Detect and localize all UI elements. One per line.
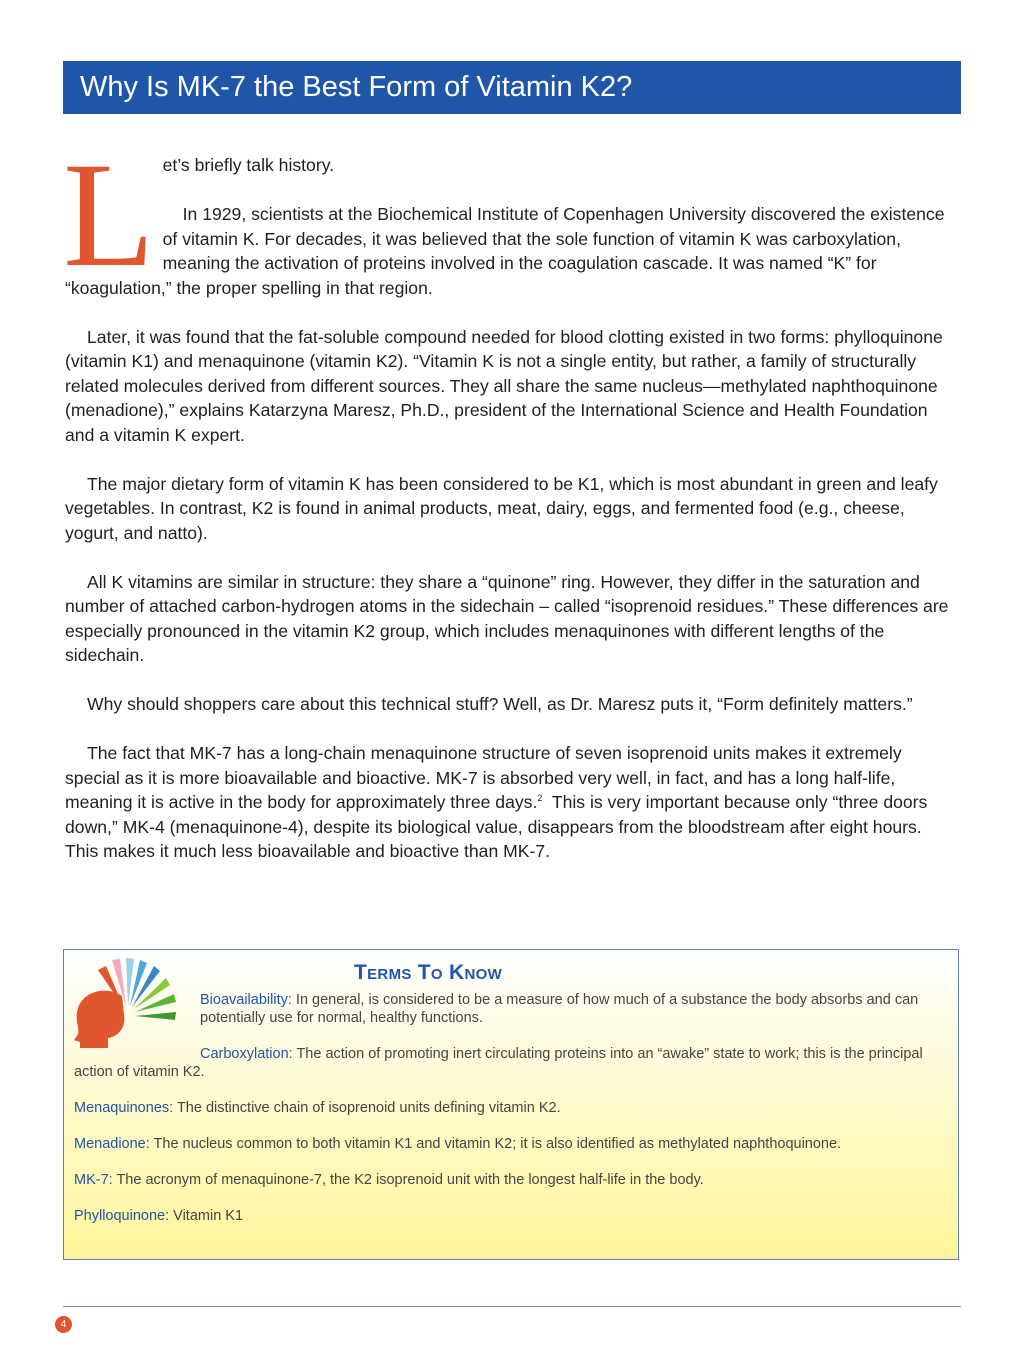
term-definition: Vitamin K1 [169, 1208, 244, 1224]
paragraph-intro: et’s briefly talk history. [162, 155, 335, 175]
term-menaquinones [74, 1099, 949, 1117]
term-definition: In general, is considered to be a measure of how much of a substance the body absorbs and can potentially use for normal, healthy functions. [200, 992, 919, 1026]
page-number-badge: 4 [55, 1316, 72, 1333]
term-name: Phylloquinone: [74, 1208, 170, 1224]
term-mk7 [74, 1171, 949, 1189]
title-bar [63, 61, 961, 114]
paragraph-mk7 [65, 741, 957, 864]
term-phylloquinone [74, 1207, 949, 1225]
terms-to-know-box [63, 949, 959, 1260]
term-definition: The acronym of menaquinone-7, the K2 isoprenoid unit with the longest half-life in the body. [112, 1172, 704, 1188]
paragraph-two-forms: Later, it was found that the fat-soluble compound needed for blood clotting existed in two forms: phylloquinone (vitamin K1) and menaquinone (vitamin K2). “Vitamin K is not a single entity, but rather, a family of structurally related molecules derived from different sources. They all share the same nucleus—methylated naphthoquinone (menadione),” explains Katarzyna Maresz, Ph.D., president of the International Science and Health Foundation and a vitamin K expert. [65, 326, 943, 445]
paragraph-mk7-continued: This is very important because only “three doors down,” MK-4 (menaquinone-4), despite its biological value, disappears from the bloodstream after eight hours. This makes it much less bioavailable and bioactive than MK-7. [65, 792, 928, 861]
paragraph-history: In 1929, scientists at the Biochemical Institute of Copenhagen University discovered the existence of vitamin K. For decades, it was believed that the sole function of vitamin K was carboxylation, meaning the activation of proteins involved in the coagulation cascade. It was named “K” for “koagulation,” the proper spelling in that region. [65, 204, 945, 298]
page-title: Why Is MK-7 the Best Form of Vitamin K2? [80, 71, 633, 103]
drop-cap: L [63, 132, 155, 298]
term-definition: The distinctive chain of isoprenoid units defining vitamin K2. [173, 1100, 561, 1116]
article-body [63, 132, 957, 888]
term-name: Bioavailability: [200, 992, 292, 1008]
term-name: Menaquinones: [74, 1100, 174, 1116]
term-definition: The action of promoting inert circulating proteins into an “awake” state to work; this is the principal action of vitamin K2. [74, 1046, 923, 1080]
term-name: Carboxylation: [200, 1046, 293, 1062]
paragraph-mk7-text: The fact that MK-7 has a long-chain menaquinone structure of seven isoprenoid units makes it extremely special as it is more bioavailable and bioactive. MK-7 is absorbed very well, in fact, and has a long half-life, meaning it is active in the body for approximately three days. [65, 743, 902, 812]
term-name: Menadione: [74, 1136, 150, 1152]
term-name: MK-7: [74, 1172, 113, 1188]
paragraph-structure: All K vitamins are similar in structure: they share a “quinone” ring. However, they differ in the saturation and number of attached carbon-hydrogen atoms in the sidechain – called “isoprenoid residues.” These differences are especially pronounced in the vitamin K2 group, which includes menaquinones with different lengths of the sidechain. [65, 571, 949, 665]
term-bioavailability [74, 991, 949, 1027]
footnote-ref: 2 [537, 793, 543, 804]
paragraph-dietary-form: The major dietary form of vitamin K has been considered to be K1, which is most abundant in green and leafy vegetables. In contrast, K2 is found in animal products, meat, dairy, eggs, and fermented food (e.g., cheese, yogurt, and natto). [65, 473, 938, 543]
footer-divider [63, 1306, 961, 1307]
paragraph-shoppers: Why should shoppers care about this technical stuff? Well, as Dr. Maresz puts it, “Form definitely matters.” [87, 694, 913, 714]
term-menadione [74, 1135, 949, 1153]
terms-list [74, 991, 949, 1243]
terms-heading: Terms To Know [354, 961, 503, 984]
term-definition: The nucleus common to both vitamin K1 and vitamin K2; it is also identified as methylated naphthoquinone. [149, 1136, 842, 1152]
term-carboxylation [74, 1045, 949, 1081]
